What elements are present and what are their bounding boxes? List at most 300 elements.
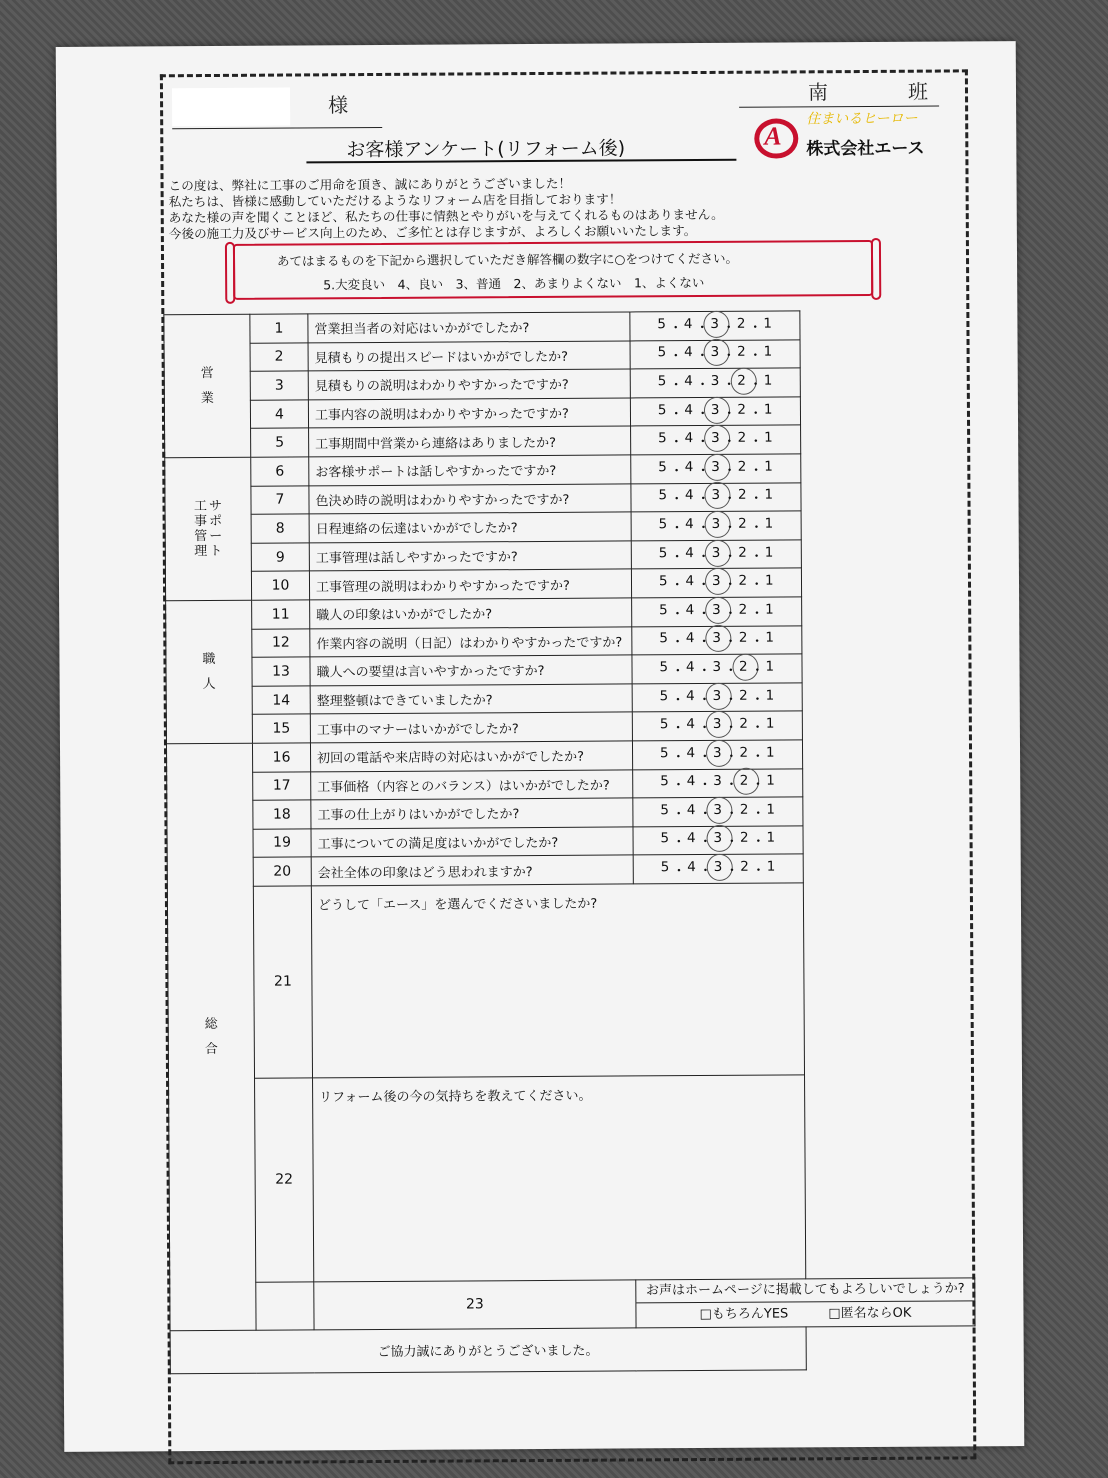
score-option-5[interactable]: 5 — [657, 373, 667, 390]
score-option-2[interactable]: 2 — [739, 744, 749, 761]
company-name: 株式会社エース — [806, 138, 925, 160]
score-option-5[interactable]: 5 — [659, 744, 669, 761]
score-option-1[interactable]: 1 — [766, 772, 775, 789]
question-number: 19 — [253, 829, 311, 858]
score-separator: ・ — [669, 348, 683, 365]
score-cell — [631, 540, 801, 570]
score-option-2[interactable]: 2 — [739, 715, 748, 732]
question-row — [165, 539, 970, 573]
question-row-22 — [169, 1074, 975, 1283]
score-option-5[interactable]: 5 — [660, 830, 670, 847]
score-option-4[interactable]: 4 — [684, 401, 694, 418]
score-option-3[interactable]: 3 — [709, 544, 724, 564]
score-option-4[interactable]: 4 — [684, 487, 694, 504]
score-separator: ・ — [671, 691, 685, 708]
score-separator: ・ — [670, 548, 684, 565]
score-separator: ・ — [697, 662, 712, 679]
question-number: 20 — [253, 857, 311, 886]
score-separator: ・ — [698, 834, 713, 851]
question-text: 工事管理は話しやすかったですか? — [309, 541, 631, 572]
question-text: 営業担当者の対応はいかがでしたか? — [308, 312, 630, 343]
consent-anonymous-checkbox[interactable]: □匿名ならOK — [828, 1305, 912, 1322]
instruction-box — [233, 240, 873, 300]
score-option-5[interactable]: 5 — [658, 430, 667, 447]
category-craftsman — [166, 600, 253, 743]
category-blank — [256, 1282, 314, 1330]
survey-title: お客様アンケート(リフォーム後) — [346, 137, 626, 162]
score-separator: ・ — [698, 863, 713, 880]
score-option-2[interactable]: 2 — [739, 687, 748, 704]
score-separator: ・ — [722, 462, 737, 479]
question-number: 7 — [251, 485, 309, 514]
score-cell — [632, 597, 802, 627]
score-cell — [633, 826, 803, 856]
question-text: 作業内容の説明（日記）はわかりやすかったですか? — [310, 626, 632, 657]
question-number: 15 — [252, 714, 310, 743]
score-option-3[interactable]: 3 — [710, 687, 725, 707]
question-text: 見積もりの提出スピードはいかがでしたか? — [308, 341, 630, 372]
question-number: 21 — [253, 886, 312, 1078]
category-char: サ — [208, 498, 223, 514]
score-option-3[interactable]: 3 — [708, 344, 723, 364]
score-option-1[interactable]: 1 — [764, 544, 774, 561]
score-option-4[interactable]: 4 — [685, 573, 695, 590]
score-option-5[interactable]: 5 — [660, 859, 670, 876]
survey-sheet — [56, 41, 1025, 1452]
score-option-5[interactable]: 5 — [657, 401, 667, 418]
score-separator: ・ — [725, 834, 739, 851]
score-option-1[interactable]: 1 — [764, 458, 773, 475]
question-row — [167, 767, 972, 801]
score-option-4[interactable]: 4 — [685, 544, 694, 561]
score-separator: ・ — [751, 776, 765, 794]
score-separator: ・ — [696, 434, 710, 451]
score-option-2[interactable]: 2 — [739, 830, 749, 847]
score-option-3[interactable]: 3 — [710, 802, 725, 822]
score-separator: ・ — [695, 348, 710, 365]
question-text: お客様サポートは話しやすかったですか? — [309, 455, 631, 486]
question-row — [166, 682, 971, 716]
score-separator: ・ — [696, 577, 711, 594]
question-number: 22 — [255, 1078, 314, 1282]
question-text: 日程連絡の伝達はいかがでしたか? — [309, 512, 631, 543]
score-separator: ・ — [723, 548, 737, 565]
scroll-left-decoration — [225, 242, 235, 304]
score-separator: ・ — [751, 748, 765, 765]
category-char: 工 — [193, 498, 208, 515]
score-option-2[interactable]: 2 — [738, 544, 747, 561]
score-option-4[interactable]: 4 — [687, 859, 696, 876]
score-option-4[interactable]: 4 — [685, 630, 695, 647]
score-option-3[interactable]: 3 — [709, 630, 724, 650]
score-option-3[interactable]: 3 — [711, 830, 726, 850]
score-option-1[interactable]: 1 — [765, 687, 775, 704]
score-separator: ・ — [749, 519, 764, 536]
score-cell — [631, 454, 801, 484]
score-option-2[interactable]: 2 — [737, 401, 747, 418]
question-row — [165, 481, 970, 515]
question-number: 10 — [251, 571, 309, 600]
score-cell — [630, 311, 800, 341]
score-separator: ・ — [749, 576, 764, 593]
score-separator: ・ — [669, 434, 684, 451]
question-row — [164, 338, 969, 372]
score-separator: ・ — [750, 662, 765, 679]
question-number: 17 — [253, 771, 311, 800]
question-number: 3 — [250, 371, 308, 400]
ace-logo-icon: A — [754, 118, 798, 158]
score-separator: ・ — [695, 376, 710, 394]
score-separator: ・ — [721, 319, 736, 336]
score-option-1[interactable]: 1 — [763, 315, 773, 332]
intro-text — [169, 175, 724, 242]
score-cell — [632, 740, 802, 770]
score-separator: ・ — [723, 576, 738, 594]
score-option-1[interactable]: 1 — [766, 830, 776, 847]
score-option-1[interactable]: 1 — [763, 372, 773, 389]
question-row — [166, 710, 971, 744]
score-separator: ・ — [669, 377, 683, 394]
score-separator: ・ — [750, 719, 765, 736]
question-number: 5 — [251, 428, 309, 457]
question-number: 9 — [251, 543, 309, 572]
score-option-2[interactable]: 2 — [737, 773, 752, 793]
score-option-3[interactable]: 3 — [712, 658, 722, 675]
score-option-5[interactable]: 5 — [659, 687, 669, 704]
category-sales — [164, 314, 251, 457]
score-separator: ・ — [749, 548, 764, 565]
category-char: 総 — [204, 1016, 218, 1032]
score-separator: ・ — [724, 748, 739, 765]
question-number: 1 — [250, 314, 308, 343]
question-row — [164, 367, 969, 401]
score-option-4[interactable]: 4 — [685, 601, 695, 618]
score-option-1[interactable]: 1 — [763, 343, 773, 361]
question-text: 会社全体の印象はどう思われますか? — [311, 855, 633, 886]
category-support — [165, 457, 252, 600]
score-option-5[interactable]: 5 — [658, 458, 667, 476]
score-cell — [632, 625, 802, 655]
score-option-4[interactable]: 4 — [686, 773, 696, 790]
question-row — [167, 796, 972, 830]
question-row — [164, 396, 969, 430]
category-char: 人 — [202, 676, 216, 692]
score-option-2[interactable]: 2 — [738, 515, 747, 532]
score-separator: ・ — [698, 748, 712, 765]
score-separator: ・ — [724, 777, 739, 794]
instruction-text: あてはまるものを下記から選択していただき解答欄の数字に○をつけてください。 — [276, 250, 738, 269]
publish-consent — [636, 1278, 975, 1328]
score-separator: ・ — [748, 376, 763, 393]
score-cell — [632, 711, 802, 741]
score-separator: ・ — [723, 519, 737, 536]
score-separator: ・ — [750, 691, 765, 708]
score-separator: ・ — [671, 806, 686, 823]
thank-you-message: ご協力誠にありがとうございました。 — [170, 1327, 806, 1374]
question-row — [164, 310, 969, 344]
score-option-2[interactable]: 2 — [738, 572, 748, 589]
score-separator: ・ — [725, 862, 739, 879]
question-text: 見積もりの説明はわかりやすかったですか? — [308, 369, 630, 400]
score-separator: ・ — [751, 862, 766, 879]
score-separator: ・ — [697, 634, 711, 651]
score-option-2[interactable]: 2 — [738, 601, 748, 618]
score-separator: ・ — [696, 519, 711, 536]
question-row — [166, 624, 971, 658]
score-option-1[interactable]: 1 — [763, 401, 773, 418]
score-separator: ・ — [722, 405, 737, 422]
score-separator: ・ — [749, 462, 763, 479]
question-text: 工事についての満足度はいかがでしたか? — [311, 827, 633, 858]
score-option-4[interactable]: 4 — [683, 315, 693, 332]
score-option-2[interactable]: 2 — [737, 429, 747, 446]
question-text: 職人への要望は言いやすかったですか? — [310, 655, 632, 686]
logo-tagline: 住まいるヒーロー — [806, 110, 918, 128]
score-option-3[interactable]: 3 — [708, 430, 723, 450]
score-separator: ・ — [671, 777, 686, 794]
question-row — [166, 596, 971, 630]
category-overall — [166, 743, 256, 1330]
category-char: 職 — [202, 651, 216, 667]
score-separator: ・ — [723, 605, 738, 622]
question-text: 初回の電話や来店時の対応はいかがでしたか? — [310, 741, 632, 772]
question-number: 16 — [252, 743, 310, 772]
question-number: 13 — [252, 657, 310, 686]
score-separator: ・ — [750, 605, 764, 622]
question-text: 職人の印象はいかがでしたか? — [310, 598, 632, 629]
free-answer-area[interactable]: どうして「エース」を選んでくださいましたか? — [311, 883, 804, 1078]
score-option-1[interactable]: 1 — [764, 429, 773, 446]
consent-yes-checkbox[interactable]: □もちろんYES — [699, 1306, 789, 1322]
score-option-1[interactable]: 1 — [764, 515, 774, 532]
score-option-4[interactable]: 4 — [686, 716, 695, 733]
score-cell — [633, 854, 803, 884]
score-option-1[interactable]: 1 — [765, 629, 774, 646]
question-text: 工事価格（内容とのバランス）はいかがでしたか? — [311, 769, 633, 800]
score-option-4[interactable]: 4 — [685, 516, 694, 533]
score-option-4[interactable]: 4 — [684, 344, 693, 361]
score-cell — [630, 340, 800, 370]
score-separator: ・ — [670, 663, 685, 680]
score-option-3[interactable]: 3 — [708, 401, 723, 421]
score-separator: ・ — [696, 462, 710, 479]
score-option-3[interactable]: 3 — [709, 602, 724, 622]
score-cell — [630, 368, 800, 398]
score-separator: ・ — [748, 319, 762, 336]
score-separator: ・ — [697, 720, 712, 737]
score-separator: ・ — [724, 805, 739, 822]
score-option-5[interactable]: 5 — [658, 516, 668, 533]
score-option-1[interactable]: 1 — [764, 572, 774, 589]
score-cell — [630, 397, 800, 427]
score-option-5[interactable]: 5 — [660, 802, 669, 819]
question-row — [165, 567, 970, 601]
score-separator: ・ — [695, 319, 709, 336]
score-separator: ・ — [670, 634, 685, 651]
score-option-2[interactable]: 2 — [736, 659, 751, 679]
category-char: 管 — [194, 528, 208, 545]
score-option-3[interactable]: 3 — [710, 716, 725, 736]
score-option-3[interactable]: 3 — [709, 516, 724, 536]
team-suffix: 班 — [907, 79, 929, 104]
question-text: 工事管理の説明はわかりやすかったですか? — [309, 569, 631, 600]
category-char: 業 — [200, 390, 214, 407]
score-cell — [632, 683, 802, 713]
question-number: 8 — [251, 514, 309, 543]
score-option-3[interactable]: 3 — [709, 573, 724, 593]
score-cell — [631, 425, 801, 455]
score-option-5[interactable]: 5 — [658, 544, 668, 561]
score-option-1[interactable]: 1 — [764, 486, 774, 503]
intro-line: 私たちは、皆様に感動していただけるようなリフォーム店を目指しております！ — [168, 191, 622, 210]
score-option-1[interactable]: 1 — [765, 744, 775, 761]
score-option-4[interactable]: 4 — [686, 744, 696, 761]
score-separator: ・ — [748, 348, 763, 365]
score-separator: ・ — [749, 490, 764, 508]
score-separator: ・ — [668, 319, 683, 337]
category-char: 営 — [200, 365, 214, 382]
score-option-2[interactable]: 2 — [736, 344, 746, 361]
score-separator: ・ — [722, 376, 736, 393]
question-row — [166, 739, 971, 773]
score-option-5[interactable]: 5 — [659, 659, 669, 676]
question-text: 工事期間中営業から連絡はありましたか? — [309, 426, 631, 457]
category-char: 事 — [194, 513, 208, 530]
score-option-1[interactable]: 1 — [765, 715, 775, 732]
question-row — [165, 424, 970, 458]
intro-line: あなた様の声を聞くことほど、私たちの仕事に情熱とやりがいを与えてくれるものはありません。 — [168, 206, 724, 226]
company-logo — [750, 107, 950, 166]
score-option-1[interactable]: 1 — [765, 658, 775, 675]
score-option-3[interactable]: 3 — [707, 316, 722, 336]
question-number: 18 — [253, 800, 311, 829]
question-row-21 — [167, 882, 973, 1079]
score-separator: ・ — [698, 777, 712, 794]
score-option-4[interactable]: 4 — [686, 687, 695, 704]
score-separator: ・ — [670, 520, 684, 537]
score-cell — [633, 797, 803, 827]
score-option-2[interactable]: 2 — [740, 858, 749, 875]
team-name: 南 — [807, 80, 829, 105]
score-option-5[interactable]: 5 — [657, 344, 667, 361]
customer-honorific: 様 — [328, 93, 349, 118]
score-separator: ・ — [749, 433, 763, 450]
score-separator: ・ — [751, 834, 766, 851]
question-row-23 — [170, 1278, 975, 1331]
question-number: 2 — [250, 343, 308, 372]
score-separator: ・ — [723, 662, 738, 679]
question-row — [165, 510, 970, 544]
question-row — [165, 453, 970, 487]
intro-line: この度は、弊社に工事のご用命を頂き、誠にありがとうございました！ — [168, 175, 572, 194]
score-option-4[interactable]: 4 — [684, 458, 694, 475]
category-char: ポ — [209, 513, 223, 529]
score-cell — [631, 482, 801, 512]
score-option-3[interactable]: 3 — [708, 487, 723, 507]
score-option-3[interactable]: 3 — [710, 745, 725, 765]
question-row — [167, 825, 972, 859]
score-option-2[interactable]: 2 — [737, 458, 747, 475]
footer-row — [170, 1326, 975, 1374]
score-option-4[interactable]: 4 — [686, 801, 696, 818]
score-option-2[interactable]: 2 — [739, 801, 749, 818]
score-separator: ・ — [696, 548, 711, 565]
score-option-5[interactable]: 5 — [659, 716, 669, 733]
score-option-3[interactable]: 3 — [708, 459, 723, 479]
question-row — [166, 653, 971, 687]
score-separator: ・ — [722, 348, 736, 365]
score-separator: ・ — [751, 805, 765, 822]
score-separator: ・ — [695, 405, 710, 422]
score-option-1[interactable]: 1 — [766, 858, 776, 875]
score-option-2[interactable]: 2 — [737, 487, 747, 504]
score-option-3[interactable]: 3 — [711, 859, 726, 879]
score-separator: ・ — [750, 633, 764, 651]
free-answer-area[interactable]: リフォーム後の今の気持ちを教えてください。 — [313, 1075, 806, 1282]
score-option-3[interactable]: 3 — [713, 773, 722, 790]
score-cell — [633, 768, 803, 798]
score-option-4[interactable]: 4 — [685, 658, 695, 676]
score-separator: ・ — [724, 691, 738, 708]
consent-question: お声はホームページに掲載してもよろしいでしょうか? — [636, 1278, 974, 1303]
scroll-right-decoration — [871, 238, 881, 300]
score-option-5[interactable]: 5 — [658, 487, 668, 504]
score-option-2[interactable]: 2 — [738, 630, 748, 647]
question-text: 整理整頓はできていましたか? — [310, 684, 632, 715]
score-option-2[interactable]: 2 — [734, 373, 749, 393]
question-number: 6 — [251, 457, 309, 486]
score-option-1[interactable]: 1 — [765, 601, 774, 618]
question-text: 工事中のマナーはいかがでしたか? — [310, 712, 632, 743]
score-separator: ・ — [669, 491, 684, 508]
score-separator: ・ — [724, 719, 738, 736]
question-text: 色決め時の説明はわかりやすかったですか? — [309, 484, 631, 515]
category-char: 理 — [194, 543, 208, 560]
score-option-5[interactable]: 5 — [659, 601, 668, 619]
score-separator: ・ — [722, 491, 737, 508]
score-option-5[interactable]: 5 — [660, 773, 669, 790]
score-separator: ・ — [722, 433, 737, 451]
survey-table — [163, 309, 975, 1374]
score-separator: ・ — [670, 605, 685, 622]
score-separator: ・ — [671, 748, 686, 765]
score-option-2[interactable]: 2 — [736, 315, 746, 332]
score-option-5[interactable]: 5 — [659, 630, 668, 647]
score-separator: ・ — [671, 720, 685, 737]
score-cell — [632, 654, 802, 684]
score-option-4[interactable]: 4 — [684, 430, 694, 447]
score-cell — [631, 568, 801, 598]
score-separator: ・ — [697, 605, 711, 622]
question-text: 工事の仕上がりはいかがでしたか? — [311, 798, 633, 829]
question-row — [167, 853, 972, 887]
score-separator: ・ — [697, 691, 712, 708]
score-option-1[interactable]: 1 — [766, 801, 775, 818]
score-option-5[interactable]: 5 — [657, 316, 667, 333]
score-option-4[interactable]: 4 — [686, 830, 696, 847]
question-number: 12 — [252, 628, 310, 657]
score-separator: ・ — [748, 405, 763, 422]
question-number: 14 — [252, 686, 310, 715]
score-option-5[interactable]: 5 — [658, 573, 668, 590]
question-number: 11 — [252, 600, 310, 629]
category-char: ト — [209, 543, 223, 559]
customer-name-redaction — [172, 88, 290, 127]
score-separator: ・ — [672, 863, 686, 880]
score-option-4[interactable]: 4 — [684, 373, 693, 390]
category-char: 合 — [204, 1041, 218, 1057]
score-option-3[interactable]: 3 — [710, 372, 720, 389]
